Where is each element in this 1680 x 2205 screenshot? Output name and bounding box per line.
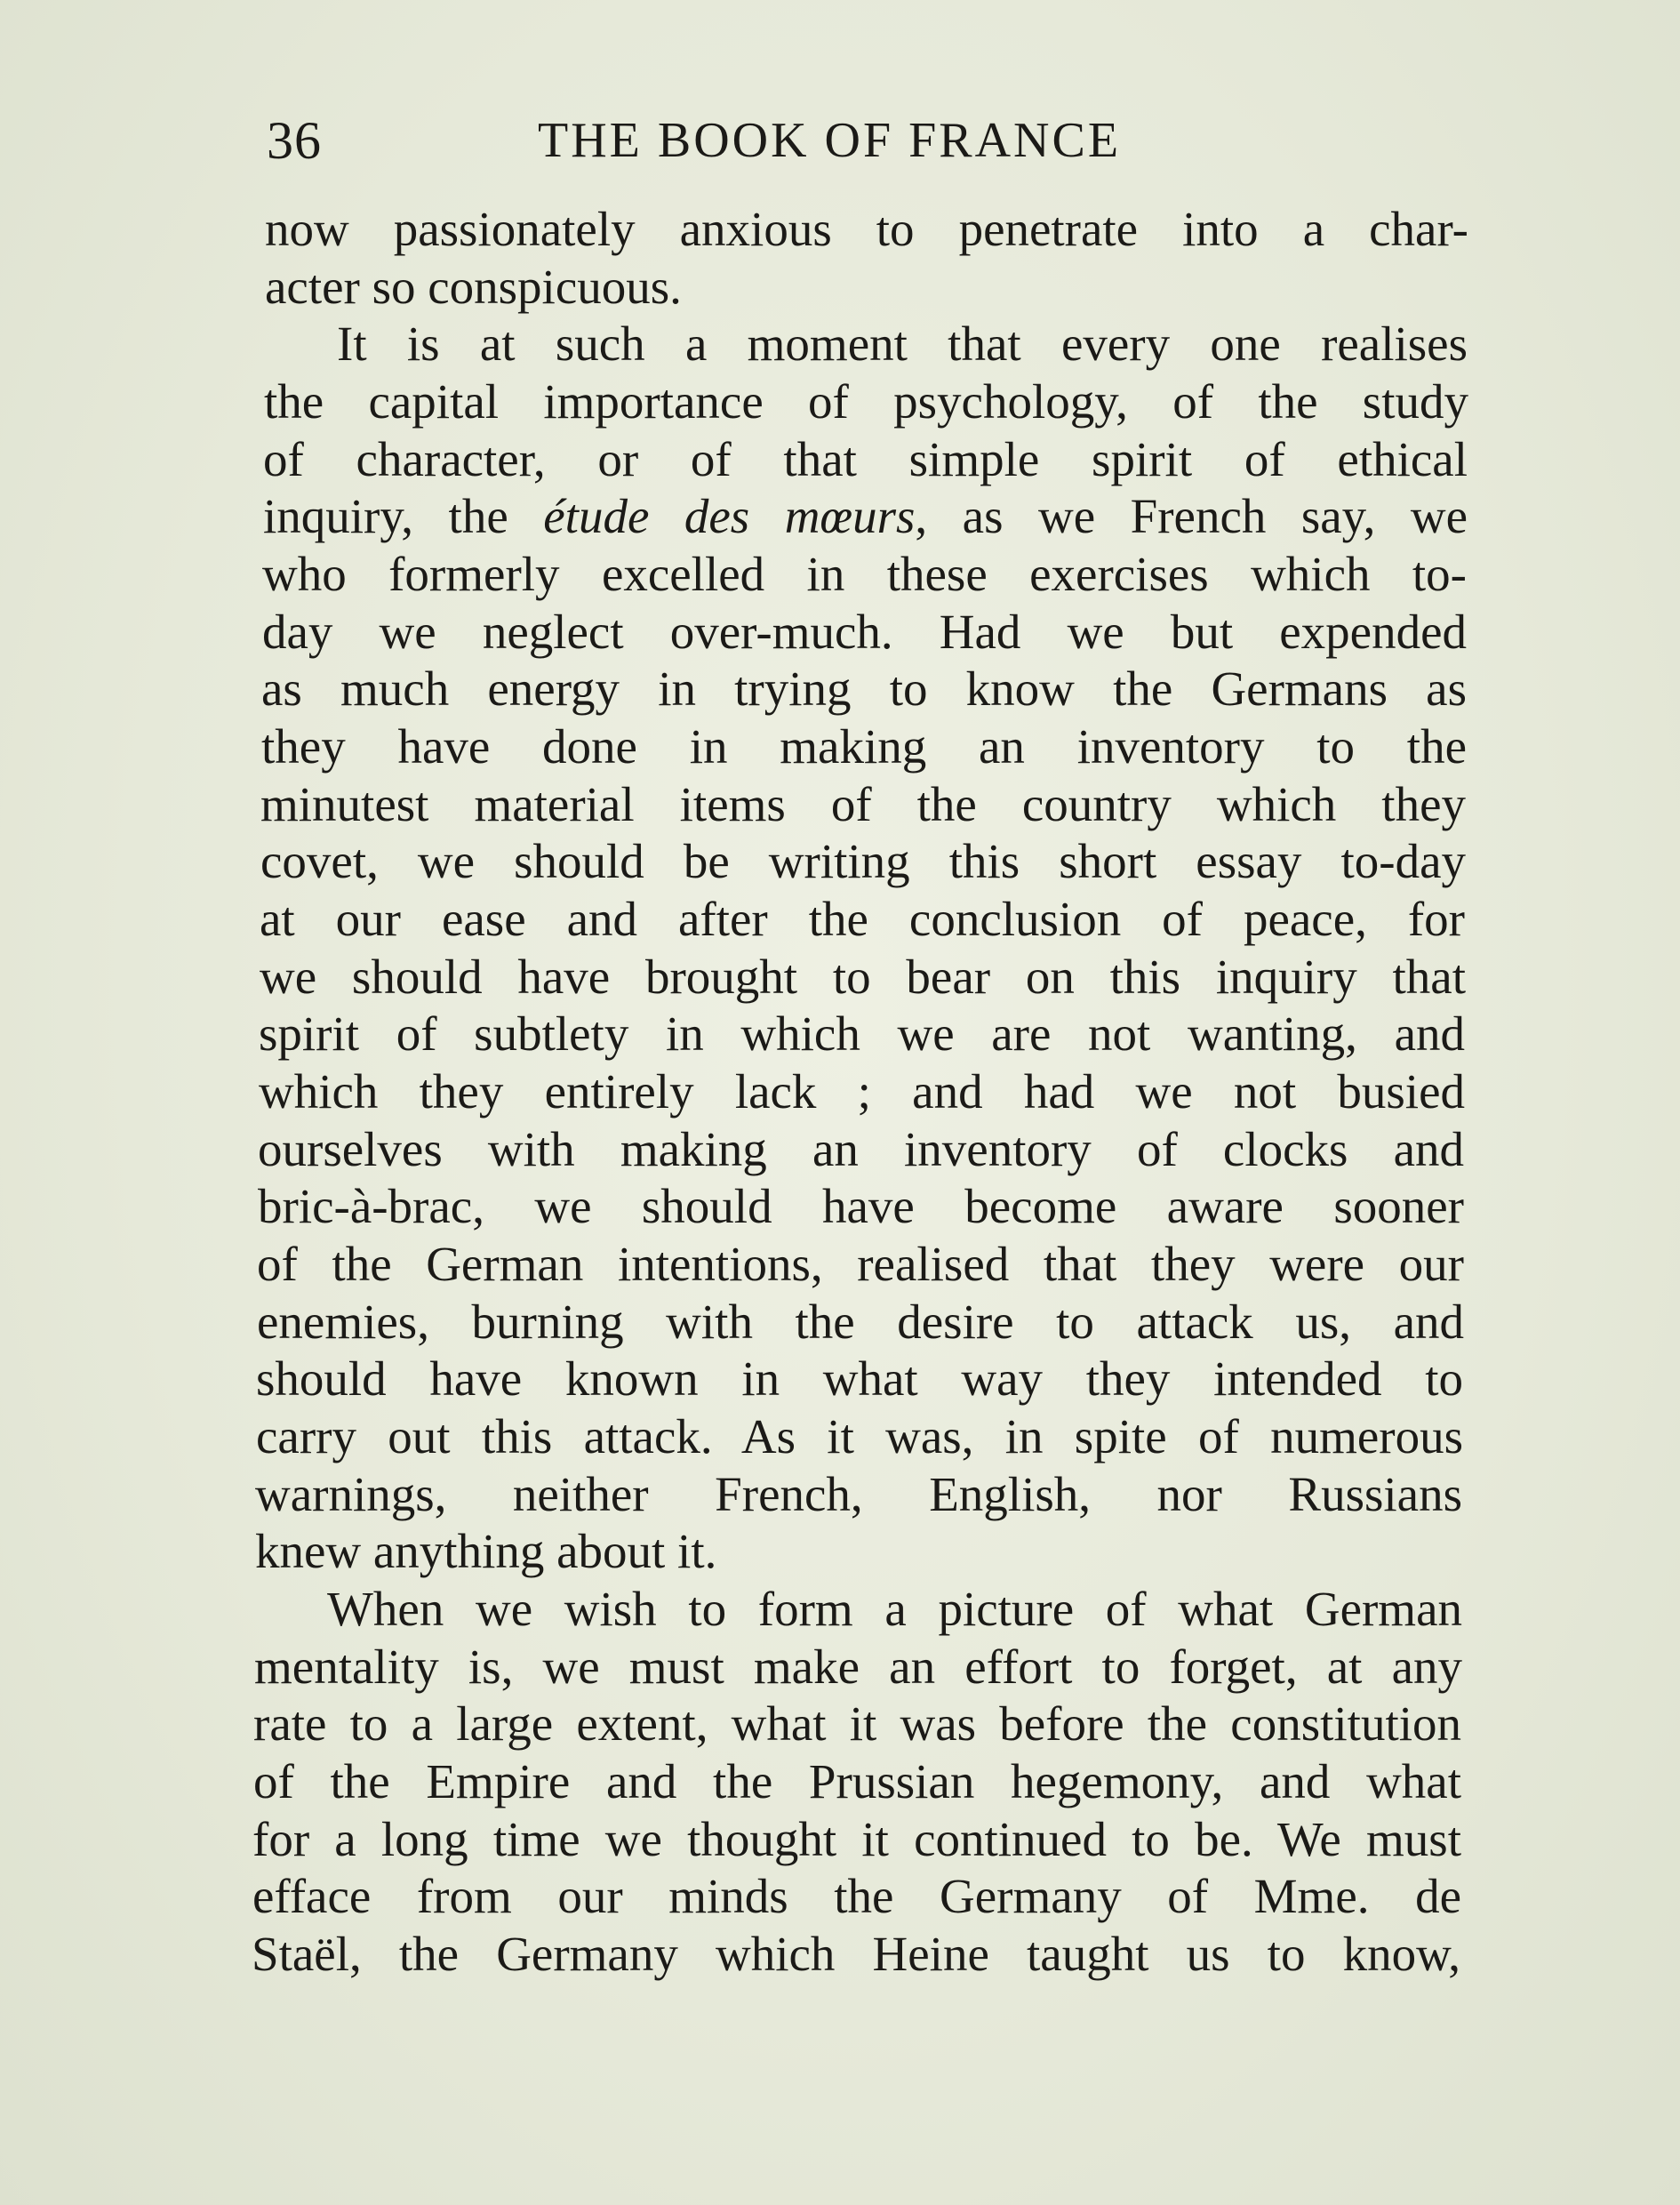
text-line [265,259,1468,316]
text-line [327,1581,1462,1638]
text-line [257,1294,1464,1351]
text-line [256,1408,1463,1465]
text-segment: warnings, neither French, English, nor Russians [255,1467,1462,1521]
text-segment: knew anything about it. [255,1524,717,1578]
text-line [252,1811,1461,1868]
text-line [252,1926,1460,1983]
text-segment: When we wish to form a picture of what German [327,1582,1462,1636]
text-line [262,604,1467,661]
text-segment: for a long time we thought it continued to be. We must [252,1812,1461,1866]
text-segment: of the Empire and the Prussian hegemony, and what [253,1754,1461,1808]
text-line [258,1121,1464,1178]
text-line [260,949,1466,1006]
text-line [263,488,1468,545]
text-segment: acter so conspicuous. [265,260,682,314]
text-segment: as much energy in trying to know the Germans as [261,662,1467,716]
text-line [253,1696,1461,1752]
text-segment: which they entirely lack ; and had we not busied [259,1064,1465,1119]
text-segment: mentality is, we must make an effort to forget, at any [254,1640,1462,1694]
text-line [264,373,1468,430]
text-line [260,776,1466,833]
text-segment: enemies, burning with the desire to attack us, and [257,1295,1464,1349]
text-segment: bric-à-brac, we should have become aware sooner [258,1179,1464,1233]
text-line [260,891,1465,948]
text-line [253,1753,1461,1810]
text-line [265,201,1468,258]
text-segment: It is at such a moment that every one realises [337,317,1468,371]
text-segment: should have known in what way they intended to [256,1351,1463,1406]
running-head: THE BOOK OF FRANCE [538,113,1122,168]
text-line [263,431,1468,488]
text-line [260,833,1466,890]
text-line [261,718,1467,775]
text-segment: ourselves with making an inventory of clocks and [258,1122,1464,1176]
text-line [254,1639,1462,1696]
text-segment: of character, or of that simple spirit of ethical [263,432,1468,486]
page-header [267,105,1476,176]
text-line [258,1178,1464,1235]
text-line [259,1063,1465,1120]
text-segment: efface from our minds the Germany of Mme. de [252,1869,1461,1923]
text-segment: of the German intentions, realised that they were our [257,1237,1464,1291]
text-segment: minutest material items of the country which they [260,777,1466,831]
page-number: 36 [267,111,322,170]
text-line [257,1236,1464,1293]
text-segment: rate to a large extent, what it was before the constitution [253,1696,1461,1751]
text-segment: inquiry, the [263,489,544,543]
text-segment: , as we French say, we [915,489,1468,543]
text-line [255,1523,1463,1580]
text-line [252,1868,1461,1925]
text-segment: the capital importance of psychology, of the study [264,374,1468,429]
text-line [261,661,1467,718]
text-line [255,1466,1462,1523]
text-line [256,1351,1463,1407]
text-segment: we should have brought to bear on this inquiry that [260,950,1466,1004]
italic-phrase: étude des mœurs [543,489,916,543]
text-segment: Staël, the Germany which Heine taught us to know, [252,1927,1460,1981]
text-segment: day we neglect over-much. Had we but expended [262,605,1467,659]
text-segment: at our ease and after the conclusion of peace, for [260,892,1465,946]
text-segment: covet, we should be writing this short essay to-day [260,834,1466,888]
text-segment: spirit of subtlety in which we are not wanting, and [259,1006,1465,1061]
text-line [259,1006,1465,1062]
text-segment: they have done in making an inventory to the [261,719,1467,774]
text-segment: who formerly excelled in these exercises which to- [262,547,1467,601]
text-segment: now passionately anxious to penetrate into a char- [265,202,1468,256]
text-segment: carry out this attack. As it was, in spite of numerous [256,1409,1463,1463]
text-line [337,316,1468,373]
text-line [262,546,1467,603]
